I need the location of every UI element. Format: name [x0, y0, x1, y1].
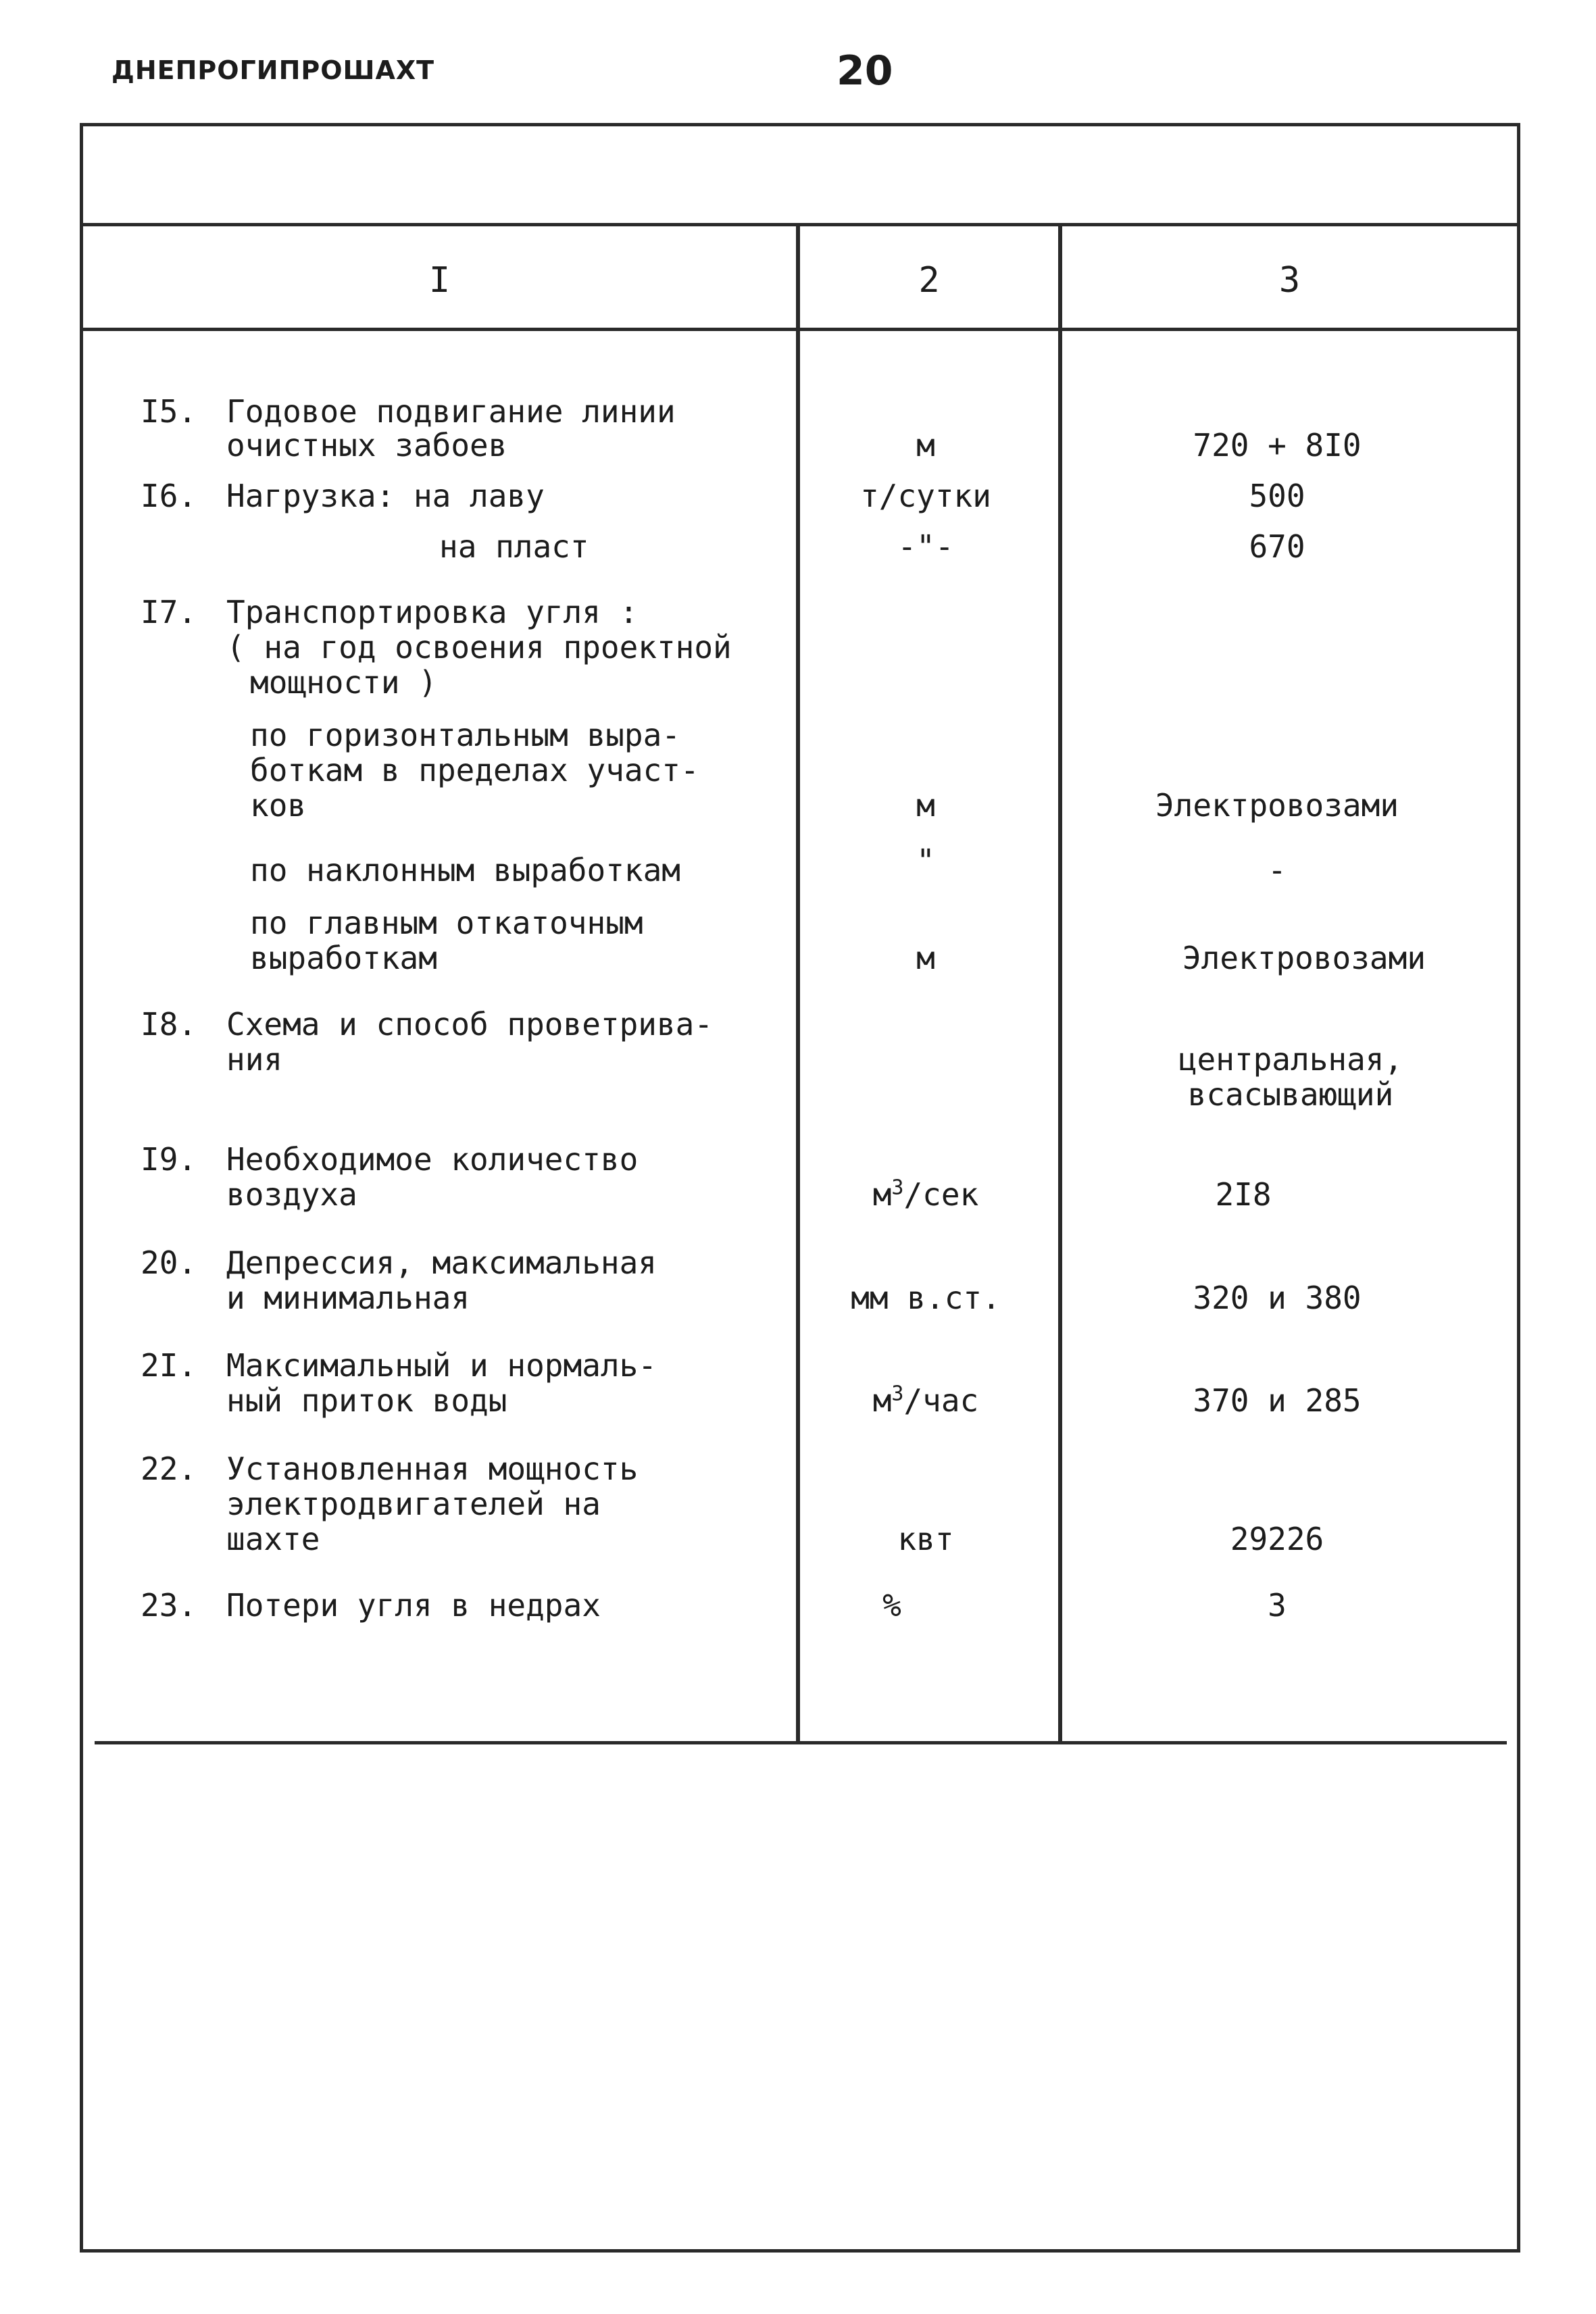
item-value-line: центральная,	[1178, 1041, 1403, 1078]
organization-name: ДНЕПРОГИПРОШАХТ	[111, 55, 435, 85]
item-value-line: всасывающий	[1187, 1076, 1394, 1113]
item-label-line: Максимальный и нормаль-	[226, 1347, 657, 1384]
unit-base: м	[872, 1382, 892, 1419]
item-label-line: по главным откаточным	[250, 905, 643, 941]
item-number: I6.	[141, 478, 197, 514]
item-label-line: Потери угля в недрах	[226, 1587, 601, 1624]
item-unit: квт	[897, 1521, 954, 1557]
item-number: I9.	[141, 1141, 197, 1178]
item-number: I7.	[141, 594, 197, 630]
item-value: 670	[1249, 528, 1305, 565]
page-number: 20	[837, 47, 893, 95]
item-value: Электровозами	[1155, 787, 1399, 824]
item-number: 22.	[141, 1451, 197, 1487]
item-label-line: Схема и способ проветрива-	[226, 1006, 714, 1042]
item-label-line: Транспортировка угля :	[226, 594, 639, 630]
item-value: -	[1268, 852, 1287, 888]
item-number: I8.	[141, 1006, 197, 1042]
item-label-line: на пласт	[439, 528, 589, 565]
item-number: 23.	[141, 1587, 197, 1624]
item-label-line: и минимальная	[226, 1280, 470, 1316]
item-unit	[797, 1383, 1054, 1418]
item-label-line: Депрессия, максимальная	[226, 1244, 657, 1281]
item-number: I5.	[141, 393, 197, 430]
unit-rest: /сек	[903, 1176, 979, 1213]
item-label-line: по наклонным выработкам	[250, 852, 680, 888]
column-header-2: 2	[918, 260, 940, 301]
item-value: 500	[1249, 478, 1305, 514]
item-unit: т/сутки	[860, 478, 991, 514]
item-unit: %	[882, 1587, 901, 1624]
header-bottom-rule	[80, 328, 1520, 331]
item-label-line: мощности )	[250, 664, 437, 701]
item-label-line: электродвигателей на	[226, 1486, 601, 1522]
item-unit	[797, 1177, 1054, 1212]
column-header-3: 3	[1278, 260, 1301, 301]
item-unit: мм в.ст.	[851, 1280, 1001, 1316]
item-label-line: ния	[226, 1041, 283, 1078]
item-label-line: Годовое подвигание линии	[226, 393, 676, 430]
item-value: 2I8	[1215, 1176, 1272, 1213]
item-value: Электровозами	[1182, 940, 1426, 976]
item-label-line: Установленная мощность	[226, 1451, 639, 1487]
item-label-line: ( на год освоения проектной	[226, 629, 732, 665]
item-number: 20.	[141, 1244, 197, 1281]
header-top-rule	[80, 223, 1520, 226]
unit-superscript: 3	[891, 1176, 904, 1200]
table-bottom-rule	[95, 1741, 1507, 1744]
item-number: 2I.	[141, 1347, 197, 1384]
item-unit: м	[916, 427, 935, 463]
column-header-1: I	[428, 260, 451, 301]
item-value: 3	[1268, 1587, 1287, 1624]
column-divider-2	[1058, 226, 1062, 1741]
item-value: 29226	[1230, 1521, 1324, 1557]
item-value: 720 + 8I0	[1193, 427, 1362, 463]
item-label-line: ков	[250, 787, 307, 824]
item-unit: -"-	[897, 528, 954, 565]
item-label-line: очистных забоев	[226, 427, 507, 463]
item-value: 320 и 380	[1193, 1280, 1362, 1316]
item-label-line: воздуха	[226, 1176, 357, 1213]
item-label-line: ный приток воды	[226, 1382, 507, 1419]
item-label-line: шахте	[226, 1521, 320, 1557]
item-label-line: по горизонтальным выра-	[250, 717, 680, 753]
item-value: 370 и 285	[1193, 1382, 1362, 1419]
item-label-line: боткам в пределах участ-	[250, 752, 699, 788]
item-unit: м	[916, 787, 935, 824]
item-label-line: выработкам	[250, 940, 437, 976]
item-unit: "	[916, 842, 935, 879]
unit-base: м	[872, 1176, 892, 1213]
item-unit: м	[916, 940, 935, 976]
unit-rest: /час	[903, 1382, 979, 1419]
item-label-line: Необходимое количество	[226, 1141, 639, 1178]
item-label-line: Нагрузка: на лаву	[226, 478, 545, 514]
unit-superscript: 3	[891, 1382, 904, 1406]
